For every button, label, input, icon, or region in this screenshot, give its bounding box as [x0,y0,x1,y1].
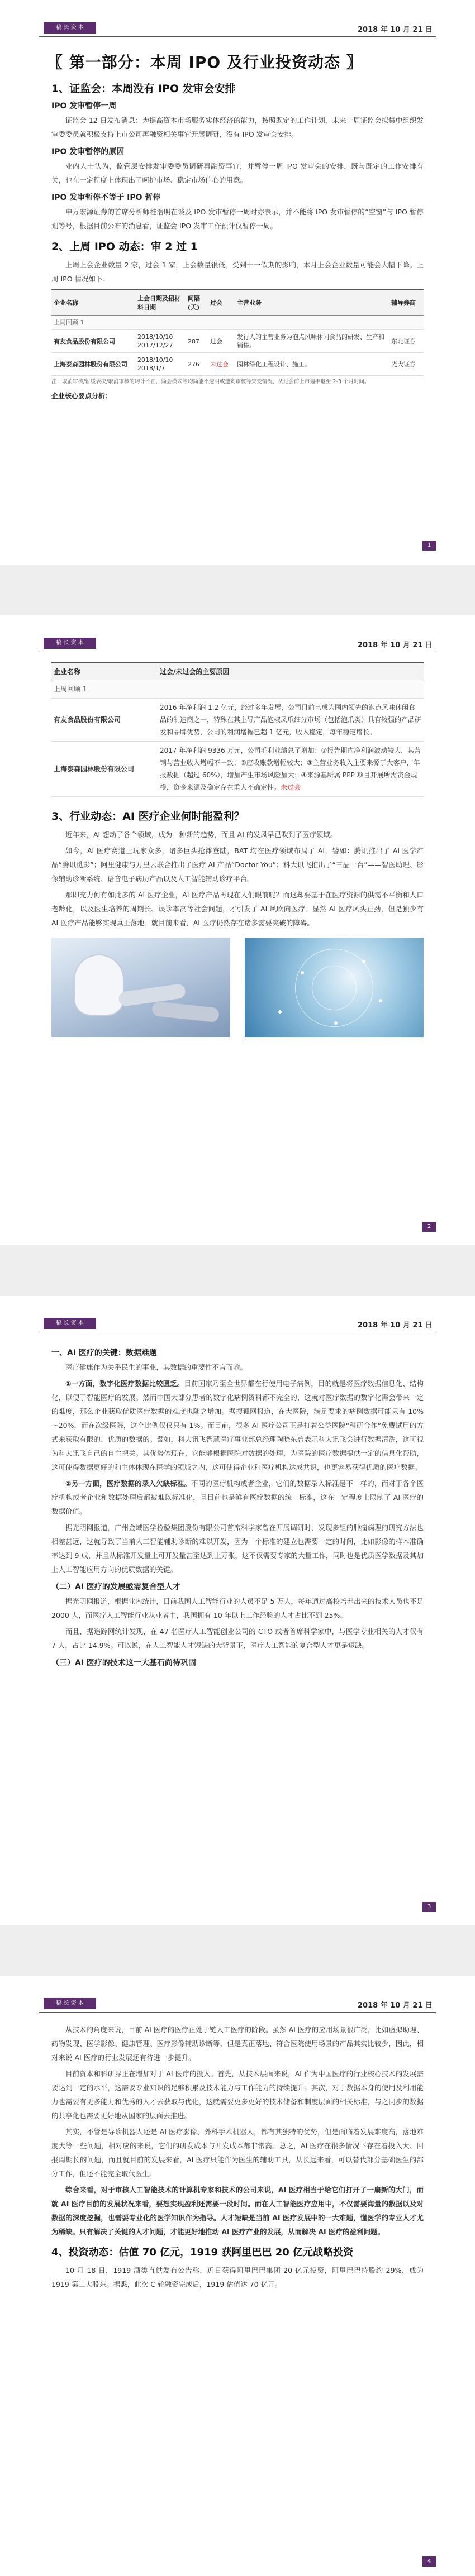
paragraph: 据光明网报道，根据业内统计，目前我国人工智能行业的人员不足 5 万人，每年通过高校培养出来的技术人员也不足 2000 人，而医疗人工智能行业从业者中，我国拥有 10 年以上工作经验的人才占比不到 25%。 [51,1597,424,1619]
table-header: 间隔(天) [186,290,208,316]
paragraph: 业内人士认为，监管层安排发审委委员调研再融资事宜，并暂停一周 IPO 发审会的安排，既与既定的工作安排有关，也在一定程度上体现出了呵护市场、稳定市场信心的用意。 [51,162,424,184]
table-group-label: 上周回顾 1 [51,316,424,330]
sub-heading: IPO 发审暂停一周 [51,102,117,111]
robot-hand-illustration [51,938,230,1037]
table-note: 注：取消审核/暂缓表决/取消审核的均计不在，筒会模式等均筒能不透明或遗剩审核等突变情况，从过会前上市遍维退至 2-3 个月时间。 [51,379,370,385]
paragraph: 如今，AI 医疗赛道上玩家众多，诸多巨头抢滩登陆，BAT 均在医疗领域布局了 AI，譬如：腾讯推出了 AI 医学产品“腾讯觅影”；阿里健康与万里云联合推出了医疗 AI 产品“Doctor You”；科大讯飞推出了“三晶一台”——智医助理、影像辅助诊断系统、语音电子病历产品以及人工智能辅助诊疗平台。 [51,847,424,883]
company-logo: 稿 长 资 本 [44,638,96,649]
paragraph: 申万宏源证券的首席分析师桂浩明在谈及 IPO 发审暂停一周时亦表示，并不能将 IPO 发审暂停的“空窗”与 IPO 暂停划等号，根据目前公布的消息看，证监会 IPO 发审工作预计仅暂停一周。 [51,208,424,230]
page-number: 4 [422,2556,436,2567]
sub-heading: （二）AI 医疗的发展亟需复合型人才 [51,1583,180,1592]
section-heading: 1、证监会：本周没有 IPO 发审会安排 [51,83,236,95]
page-number: 3 [422,1902,436,1912]
bold-lead: ①一方面，数字化医疗数据比较匮乏。 [65,1379,184,1388]
page-header [39,21,436,37]
part-title: 〖 第一部分：本周 IPO 及行业投资动态 〗 [47,53,363,71]
table-cell: 未过会 [208,353,235,376]
page-header [39,1997,436,2013]
table-cell: 园林绿化工程设计、施工。 [235,353,389,376]
reason-text: 2017 年净利润 9336 万元，公司毛利业绩总了增加：①报告期内净利润波动较大，其营销与营业收入增幅不一致；②应收账款增幅较大；③主营业务收入主要来源于大客户，年报数据（超过 60%），增加产生市场风险加大；④来源基所属 PPP 项目开展所需资金规模，资金来源及稳定存在重大不确定性。 [160,747,421,791]
table-header: 上会日期及招材料日期 [135,290,186,316]
table-row [51,353,424,376]
ipo-table [51,289,424,376]
company-logo: 稿 长 资 本 [44,22,96,34]
document-page-2 [0,615,475,1245]
document-page-4 [0,1976,475,2576]
table-cell: 有友食品股份有限公司 [51,699,158,742]
company-logo: 稿 长 资 本 [44,1998,96,2009]
table-row [51,699,424,742]
section-heading: 3、行业动态：AI 医疗企业何时能盈利？ [51,810,245,823]
table-cell: 过会 [208,330,235,353]
page-content [47,48,424,403]
illustration-row [51,938,424,1037]
table-cell: 2016 年净利润 1.2 亿元，经过多年发展，公司目前已成为国内领先的泡点风味休闲食品的制造商之一，特殊在其主导产品泡椒凤爪细分市场（包括泡爪类）具有较强的产品研发和品牌优势，公司的利润增幅已超 1 亿元，收入稳定，每年稳定增长。 [158,699,424,742]
table-cell: 发行人的主营业务为泡点风味休闲食品的研发、生产和销售。 [235,330,389,353]
page-content [51,1342,424,1670]
table-cell: 2018/10/10 2018/1/7 [135,353,186,376]
table-group-label: 上周回顾 1 [51,680,424,699]
paragraph [51,1377,424,1474]
document-page-3 [0,1296,475,1925]
paragraph: 而且，据追踪网统计发现，在 47 名医疗人工智能创业公司的 CTO 或者首席科学家中，与医学专业相关的人才仅有 7 人，占比 14.9%。可以说，在人工智能人才短缺的大背景下，医疗人工智能的复合型人才更是短缺。 [51,1627,424,1650]
page-content [51,2023,424,2293]
table-row [51,742,424,797]
page-number: 2 [422,1222,436,1232]
header-date: 2018 年 10 月 21 日 [358,26,433,34]
paragraph: 10 月 18 日，1919 酒类直供发布公告称，近日获得阿里巴巴集团 20 亿元投资，阿里巴巴持股约 29%，成为 1919 第二大股东。据悉，此次 C 轮融资完成后，1919 估值达 70 亿元。 [51,2266,424,2288]
section-heading: 4、投资动态：估值 70 亿元，1919 获阿里巴巴 20 亿元战略投资 [51,2247,354,2258]
paragraph-text: 不同的医疗机构或者企业，它们的数据录入标准是不一样的，而对于各个医疗机构或者企业和数据处理后都被难以标准化，且目前也是鲜有医疗数据的统一标准，这在一定程度上限制了 AI 医疗的数据价值。 [51,1479,424,1516]
sub-heading: IPO 发审暂停的原因 [51,147,125,156]
table-row [51,330,424,353]
header-date: 2018 年 10 月 21 日 [358,641,433,649]
page-gap [0,1925,475,1976]
table-cell: 光大证券 [389,353,424,376]
table-cell: 上海泰森园林股份有限公司 [51,353,135,376]
table-cell: 上海泰森园林股份有限公司 [51,742,158,797]
paragraph: 目前资本和科研界正在增加对于 AI 医疗的投入。首先，从技术层面来说，AI 作为中国医疗的行业核心技术的发展需要达到一定的水平，这需要专业知识的足够积累及技术能力与工作能力的持续提升。其次，对于数据本身的使用及利用能力也需要有更多能力和优秀的人才去获取与优化，这就需要更多更好的技术储备和制度层面的相关标准，与之同步的数据的共享化也需要更好地从国家的层面去推进。 [51,2070,424,2120]
ipo-reason-table [51,662,424,797]
paragraph: 证监会 12 日发布消息：为提高资本市场服务实体经济的能力，按照既定的工作计划，未来一周证监会拟集中组织发审委委员就积极支持上市公司再融资相关事宜开展调研，没有 IPO 发审会安排。 [51,116,424,138]
table-cell [158,742,424,797]
paragraph: 上周上会企业数量 2 家，过会 1 家，上会数量很低。受到十一假期的影响，本月上会企业数量可能会大幅下降。上周 IPO 情况如下： [51,261,424,283]
page-header [39,637,436,652]
paragraph [51,1476,424,1518]
paragraph-text: 目前国家乃至全世界都在行使用电子病例，目的就是将医疗数据信息化、结构化，以便于智能医疗的发展。然而中国大部分患者的数字化病例资料都不完全的，这就对医疗数据的数字化需会带来一定的难度，那么企业获取优质医疗数据的难度也随之增加。据搜狐网报道，在大医院，满足要求的病例数据可能只有 10%～20%，而在次级医院，这个比例仅仅只有 1%。而目前，很多 AI 医疗公司正是打着公益医院“科研合作”免费试用的方式来获取有限的、优质的数据的。譬如，科大讯飞智慧医疗事业部总经理陶晓东曾表示科大讯飞会进行数据清洗，这可视为科大讯飞自己的自主把关。其优势体现在，它能够根据医院对数据的处理，为医院的医疗数据提供一定的信息化帮助，这可使得数据更好的和主体体现在医学的领域之内，这可使得企业和医疗机构达成共识，也更容易获得优质的医疗数据。 [51,1379,424,1471]
table-header: 过会 [208,290,235,316]
sub-heading: （三）AI 医疗的技术这一大基石尚待巩固 [51,1659,196,1667]
table-header: 企业名称 [51,290,135,316]
table-header: 过会/未过会的主要原因 [158,663,424,680]
paragraph: 综合来看，对于审核人工智能技术的计算机专家和技术的公司来说，AI 医疗相当于给它们打开了一扇新的大门，而就 AI 医疗目前的发展状况来看，要想实现盈利还需要一段时间。而在人工智能医疗应用中，不仅需要海量的数据以及对数据的深度挖掘，也需要专业化的医学知识作为指导。人才短缺是当前 AI 医疗发展中的一大难题，懂医学的专业人才尤为稀缺。只有解决了关键的人才问题，才能更好地推动 AI 医疗产业的发展，从而解决 AI 医疗的盈利问题。 [51,2186,424,2236]
fail-label: 未过会 [281,783,301,791]
document-page-1 [0,0,475,565]
paragraph: 从技术的角度来说，目前 AI 医疗的医疗正处于链人工医疗的阶段。虽然 AI 医疗的应用场景很广泛，比如虚拟助理、药物发现、医学影像、健康管理、医疗影像辅助诊断等，但是真正落地、符合医院使用场景的产品其实比较少，因此，相对来说 AI 医疗的行业发展还有待进一步提升。 [51,2025,424,2062]
medical-network-illustration [245,938,424,1037]
company-logo: 稿 长 资 本 [44,1318,96,1329]
header-date: 2018 年 10 月 21 日 [358,1321,433,1330]
paragraph: 那即充力何有如此多的 AI 医疗企业，AI 医疗产品再现在人们眼前呢？而这却要基于在医疗资源的供需不平衡和人口老龄化，以及医生培养的周期长、误诊率高等社会问题，才引发了 AI 风吹向医疗。显然 AI 医疗风头正劲，但是独少有 AI 医疗产品能够实现真正落地。就目前来看，AI 医疗仍然存在诸多需要突破的障碍。 [51,891,424,927]
table-header: 辅导券商 [389,290,424,316]
table-cell: 有友食品股份有限公司 [51,330,135,353]
sub-heading: 一、AI 医疗的关键：数据难题 [51,1349,157,1358]
page-gap [0,1245,475,1296]
bold-lead: ②另一方面，医疗数据的录入欠缺标准。 [65,1479,192,1488]
paragraph: 近年来，AI 想动了各个领域，成为一种新的趋势，而且 AI 的发风早已吹到了医疗领域。 [65,830,338,839]
page-header [39,1317,436,1332]
paragraph: 其实，不管是导诊机器人还是 AI 医疗影像、外科手术机器人，都有其独特的优势，但是面临着发展难度高，落地难度大等一些问题，相对应的来说，它们的研发成本与开发成本都非常高。总之，AI 医疗在很多情况下存在着投入大、回报周期长的问题，而且就目前的发展来看，AI 医疗只能作为医生的辅助工具，从长远来看，可以替代部分基础医生的部分工作，但还不能完全取代医生。 [51,2128,424,2178]
paragraph: 据光明网报道，广州金域医学检验集团股份有限公司首席科学家曾在开展调研时，发现多组的肿瘤病理的研究方法也相差甚远，这就导致了当前人工智能辅助诊断的难以开发，因为一个标准的建立也需要一定的时间，比如影像的样本准确率达到 9 成，并且从标准开发量上可开发量甚至达到上万张，这不仅需要专家的大量工作，同时也是优质医学数据及其加上人工智能应用方向的优质数据的关键。 [51,1523,424,1574]
page-gap [0,565,475,615]
table-cell: 276 [186,353,208,376]
table-cell: 287 [186,330,208,353]
section-heading: 2、上周 IPO 动态：审 2 过 1 [51,241,198,253]
table-cell: 东北证券 [389,330,424,353]
table-cell: 2018/10/10 2017/12/27 [135,330,186,353]
paragraph: 医疗健康作为关乎民生的事业，其数据的重要性不言而喻。 [65,1363,248,1371]
table-header: 企业名称 [51,663,158,680]
lead-text: 企业核心要点分析： [51,392,112,400]
sub-heading: IPO 发审暂停不等于 IPO 暂停 [51,193,161,202]
table-header: 主营业务 [235,290,389,316]
header-date: 2018 年 10 月 21 日 [358,2001,433,2010]
page-number: 1 [422,541,436,551]
page-content [51,662,424,1045]
